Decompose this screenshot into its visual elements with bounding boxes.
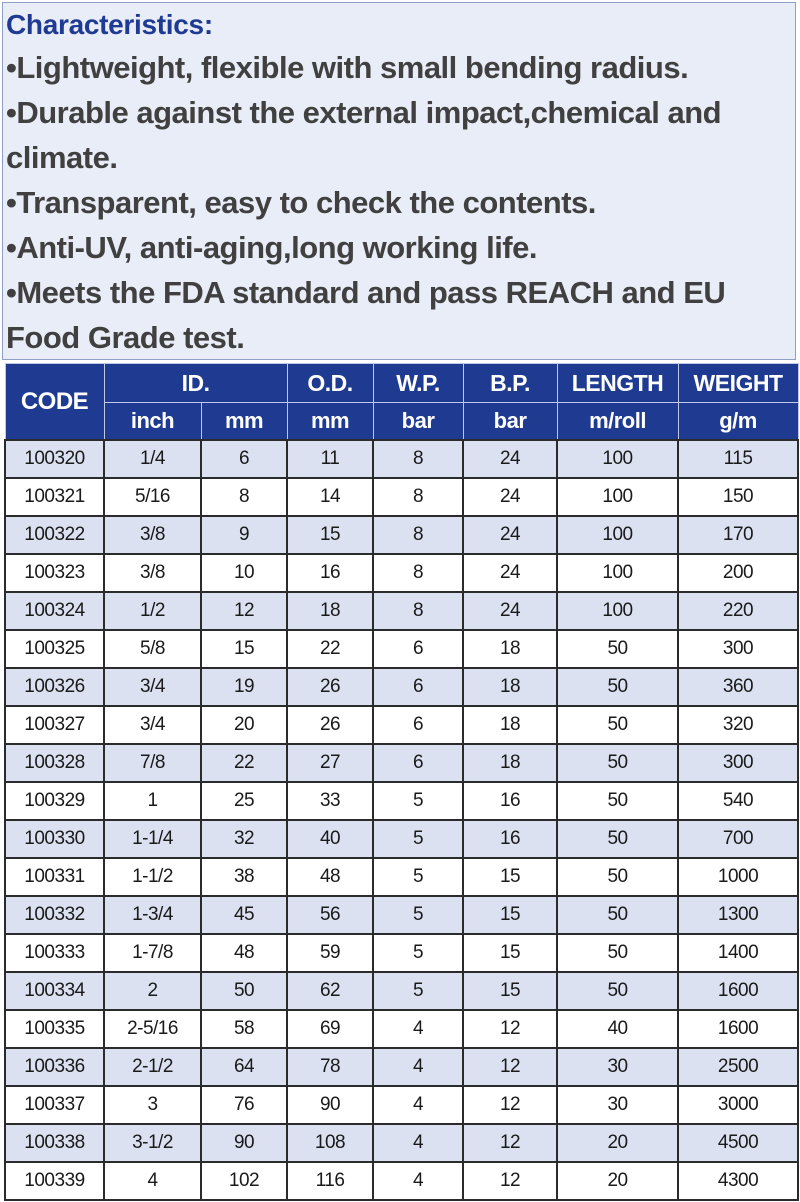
id-mm-cell: 76: [201, 1086, 287, 1124]
id-inch-cell: 1/4: [104, 440, 201, 478]
od-cell: 26: [287, 668, 373, 706]
od-cell: 18: [287, 592, 373, 630]
id-inch-cell: 3-1/2: [104, 1124, 201, 1162]
table-row: [5, 440, 798, 478]
id-inch-cell: 1/2: [104, 592, 201, 630]
characteristics-title: Characteristics:: [6, 9, 213, 40]
bp-cell: 18: [463, 706, 557, 744]
bp-cell: 24: [463, 592, 557, 630]
wp-cell: 8: [373, 516, 463, 554]
bp-cell: 18: [463, 630, 557, 668]
bullet-lightweight: •Lightweight, flexible with small bending radius.: [6, 50, 689, 85]
table-row: [5, 1010, 798, 1048]
od-cell: 90: [287, 1086, 373, 1124]
characteristics-box: [2, 2, 796, 360]
bp-cell: 12: [463, 1010, 557, 1048]
code-cell: 100339: [5, 1162, 104, 1200]
bullet-transparent: •Transparent, easy to check the contents.: [6, 185, 596, 220]
id-mm-cell: 50: [201, 972, 287, 1010]
wp-cell: 6: [373, 630, 463, 668]
wp-cell: 5: [373, 934, 463, 972]
length-cell: 50: [557, 934, 678, 972]
weight-cell: 1300: [678, 896, 798, 934]
header-wp: W.P.: [373, 364, 463, 403]
wp-cell: 6: [373, 706, 463, 744]
length-cell: 40: [557, 1010, 678, 1048]
wp-cell: 8: [373, 554, 463, 592]
header-id: ID.: [104, 364, 287, 403]
length-cell: 50: [557, 706, 678, 744]
weight-cell: 1600: [678, 1010, 798, 1048]
bp-cell: 12: [463, 1086, 557, 1124]
unit-weight: g/m: [678, 403, 798, 441]
code-cell: 100325: [5, 630, 104, 668]
length-cell: 50: [557, 820, 678, 858]
id-inch-cell: 3/4: [104, 706, 201, 744]
wp-cell: 8: [373, 592, 463, 630]
wp-cell: 4: [373, 1048, 463, 1086]
table-row: [5, 858, 798, 896]
unit-bp: bar: [463, 403, 557, 441]
unit-row: [5, 403, 798, 441]
id-inch-cell: 5/8: [104, 630, 201, 668]
id-mm-cell: 58: [201, 1010, 287, 1048]
weight-cell: 320: [678, 706, 798, 744]
bp-cell: 15: [463, 934, 557, 972]
weight-cell: 360: [678, 668, 798, 706]
id-mm-cell: 45: [201, 896, 287, 934]
id-inch-cell: 5/16: [104, 478, 201, 516]
id-inch-cell: 7/8: [104, 744, 201, 782]
unit-id-mm: mm: [201, 403, 287, 441]
id-inch-cell: 3: [104, 1086, 201, 1124]
weight-cell: 2500: [678, 1048, 798, 1086]
wp-cell: 4: [373, 1162, 463, 1200]
code-cell: 100334: [5, 972, 104, 1010]
bp-cell: 12: [463, 1162, 557, 1200]
bp-cell: 15: [463, 972, 557, 1010]
weight-cell: 1000: [678, 858, 798, 896]
od-cell: 14: [287, 478, 373, 516]
header-bp: B.P.: [463, 364, 557, 403]
code-cell: 100338: [5, 1124, 104, 1162]
od-cell: 16: [287, 554, 373, 592]
header-length: LENGTH: [557, 364, 678, 403]
header-row: [5, 364, 798, 403]
unit-od: mm: [287, 403, 373, 441]
code-cell: 100327: [5, 706, 104, 744]
table-row: [5, 1086, 798, 1124]
bp-cell: 16: [463, 820, 557, 858]
weight-cell: 220: [678, 592, 798, 630]
id-mm-cell: 64: [201, 1048, 287, 1086]
wp-cell: 6: [373, 744, 463, 782]
weight-cell: 150: [678, 478, 798, 516]
bp-cell: 16: [463, 782, 557, 820]
id-mm-cell: 102: [201, 1162, 287, 1200]
id-mm-cell: 38: [201, 858, 287, 896]
code-cell: 100321: [5, 478, 104, 516]
od-cell: 56: [287, 896, 373, 934]
length-cell: 100: [557, 478, 678, 516]
length-cell: 50: [557, 972, 678, 1010]
bp-cell: 18: [463, 744, 557, 782]
table-row: [5, 592, 798, 630]
id-inch-cell: 1-1/4: [104, 820, 201, 858]
unit-id-inch: inch: [104, 403, 201, 441]
id-inch-cell: 4: [104, 1162, 201, 1200]
od-cell: 40: [287, 820, 373, 858]
od-cell: 15: [287, 516, 373, 554]
bullet-durable: •Durable against the external impact,chemical and climate.: [6, 95, 722, 175]
wp-cell: 5: [373, 820, 463, 858]
code-cell: 100320: [5, 440, 104, 478]
bp-cell: 24: [463, 516, 557, 554]
header-od: O.D.: [287, 364, 373, 403]
od-cell: 11: [287, 440, 373, 478]
table-row: [5, 1048, 798, 1086]
wp-cell: 4: [373, 1086, 463, 1124]
weight-cell: 300: [678, 744, 798, 782]
code-cell: 100326: [5, 668, 104, 706]
id-mm-cell: 22: [201, 744, 287, 782]
id-inch-cell: 3/8: [104, 516, 201, 554]
length-cell: 30: [557, 1086, 678, 1124]
code-cell: 100335: [5, 1010, 104, 1048]
spec-table: [4, 363, 799, 1201]
id-mm-cell: 19: [201, 668, 287, 706]
id-inch-cell: 1-1/2: [104, 858, 201, 896]
weight-cell: 4500: [678, 1124, 798, 1162]
code-cell: 100329: [5, 782, 104, 820]
bp-cell: 24: [463, 440, 557, 478]
bp-cell: 12: [463, 1124, 557, 1162]
code-cell: 100331: [5, 858, 104, 896]
weight-cell: 115: [678, 440, 798, 478]
od-cell: 48: [287, 858, 373, 896]
code-cell: 100333: [5, 934, 104, 972]
length-cell: 100: [557, 516, 678, 554]
od-cell: 116: [287, 1162, 373, 1200]
wp-cell: 8: [373, 440, 463, 478]
od-cell: 27: [287, 744, 373, 782]
bullet-anti-uv: •Anti-UV, anti-aging,long working life.: [6, 230, 537, 265]
weight-cell: 200: [678, 554, 798, 592]
unit-wp: bar: [373, 403, 463, 441]
wp-cell: 5: [373, 782, 463, 820]
code-cell: 100322: [5, 516, 104, 554]
length-cell: 50: [557, 782, 678, 820]
code-cell: 100330: [5, 820, 104, 858]
id-mm-cell: 6: [201, 440, 287, 478]
id-mm-cell: 9: [201, 516, 287, 554]
length-cell: 50: [557, 858, 678, 896]
spec-table-body: [5, 440, 798, 1200]
length-cell: 20: [557, 1162, 678, 1200]
table-row: [5, 1162, 798, 1200]
length-cell: 30: [557, 1048, 678, 1086]
bp-cell: 15: [463, 858, 557, 896]
id-mm-cell: 8: [201, 478, 287, 516]
id-inch-cell: 2-5/16: [104, 1010, 201, 1048]
id-inch-cell: 2: [104, 972, 201, 1010]
table-row: [5, 782, 798, 820]
od-cell: 59: [287, 934, 373, 972]
weight-cell: 170: [678, 516, 798, 554]
weight-cell: 1400: [678, 934, 798, 972]
weight-cell: 3000: [678, 1086, 798, 1124]
code-cell: 100337: [5, 1086, 104, 1124]
wp-cell: 6: [373, 668, 463, 706]
id-inch-cell: 1: [104, 782, 201, 820]
weight-cell: 540: [678, 782, 798, 820]
wp-cell: 5: [373, 858, 463, 896]
code-cell: 100332: [5, 896, 104, 934]
id-mm-cell: 25: [201, 782, 287, 820]
table-row: [5, 1124, 798, 1162]
table-row: [5, 706, 798, 744]
unit-length: m/roll: [557, 403, 678, 441]
code-cell: 100328: [5, 744, 104, 782]
wp-cell: 8: [373, 478, 463, 516]
length-cell: 50: [557, 630, 678, 668]
table-row: [5, 516, 798, 554]
table-row: [5, 668, 798, 706]
table-row: [5, 478, 798, 516]
id-inch-cell: 1-3/4: [104, 896, 201, 934]
weight-cell: 300: [678, 630, 798, 668]
id-mm-cell: 10: [201, 554, 287, 592]
od-cell: 62: [287, 972, 373, 1010]
bp-cell: 24: [463, 478, 557, 516]
wp-cell: 5: [373, 972, 463, 1010]
od-cell: 22: [287, 630, 373, 668]
od-cell: 108: [287, 1124, 373, 1162]
table-row: [5, 554, 798, 592]
length-cell: 100: [557, 440, 678, 478]
bp-cell: 24: [463, 554, 557, 592]
id-mm-cell: 32: [201, 820, 287, 858]
length-cell: 50: [557, 744, 678, 782]
id-mm-cell: 90: [201, 1124, 287, 1162]
id-mm-cell: 20: [201, 706, 287, 744]
od-cell: 69: [287, 1010, 373, 1048]
weight-cell: 700: [678, 820, 798, 858]
length-cell: 100: [557, 554, 678, 592]
length-cell: 50: [557, 668, 678, 706]
wp-cell: 5: [373, 896, 463, 934]
table-row: [5, 934, 798, 972]
code-cell: 100324: [5, 592, 104, 630]
length-cell: 20: [557, 1124, 678, 1162]
od-cell: 78: [287, 1048, 373, 1086]
id-mm-cell: 48: [201, 934, 287, 972]
weight-cell: 4300: [678, 1162, 798, 1200]
code-cell: 100336: [5, 1048, 104, 1086]
id-inch-cell: 3/4: [104, 668, 201, 706]
length-cell: 100: [557, 592, 678, 630]
bp-cell: 15: [463, 896, 557, 934]
weight-cell: 1600: [678, 972, 798, 1010]
bp-cell: 18: [463, 668, 557, 706]
od-cell: 33: [287, 782, 373, 820]
id-inch-cell: 3/8: [104, 554, 201, 592]
header-weight: WEIGHT: [678, 364, 798, 403]
wp-cell: 4: [373, 1010, 463, 1048]
bp-cell: 12: [463, 1048, 557, 1086]
bullet-fda: •Meets the FDA standard and pass REACH and EU Food Grade test.: [6, 275, 726, 355]
code-cell: 100323: [5, 554, 104, 592]
header-code: CODE: [5, 364, 104, 441]
wp-cell: 4: [373, 1124, 463, 1162]
id-inch-cell: 2-1/2: [104, 1048, 201, 1086]
od-cell: 26: [287, 706, 373, 744]
id-mm-cell: 15: [201, 630, 287, 668]
id-inch-cell: 1-7/8: [104, 934, 201, 972]
table-row: [5, 820, 798, 858]
table-row: [5, 744, 798, 782]
table-row: [5, 896, 798, 934]
id-mm-cell: 12: [201, 592, 287, 630]
length-cell: 50: [557, 896, 678, 934]
table-row: [5, 972, 798, 1010]
table-row: [5, 630, 798, 668]
